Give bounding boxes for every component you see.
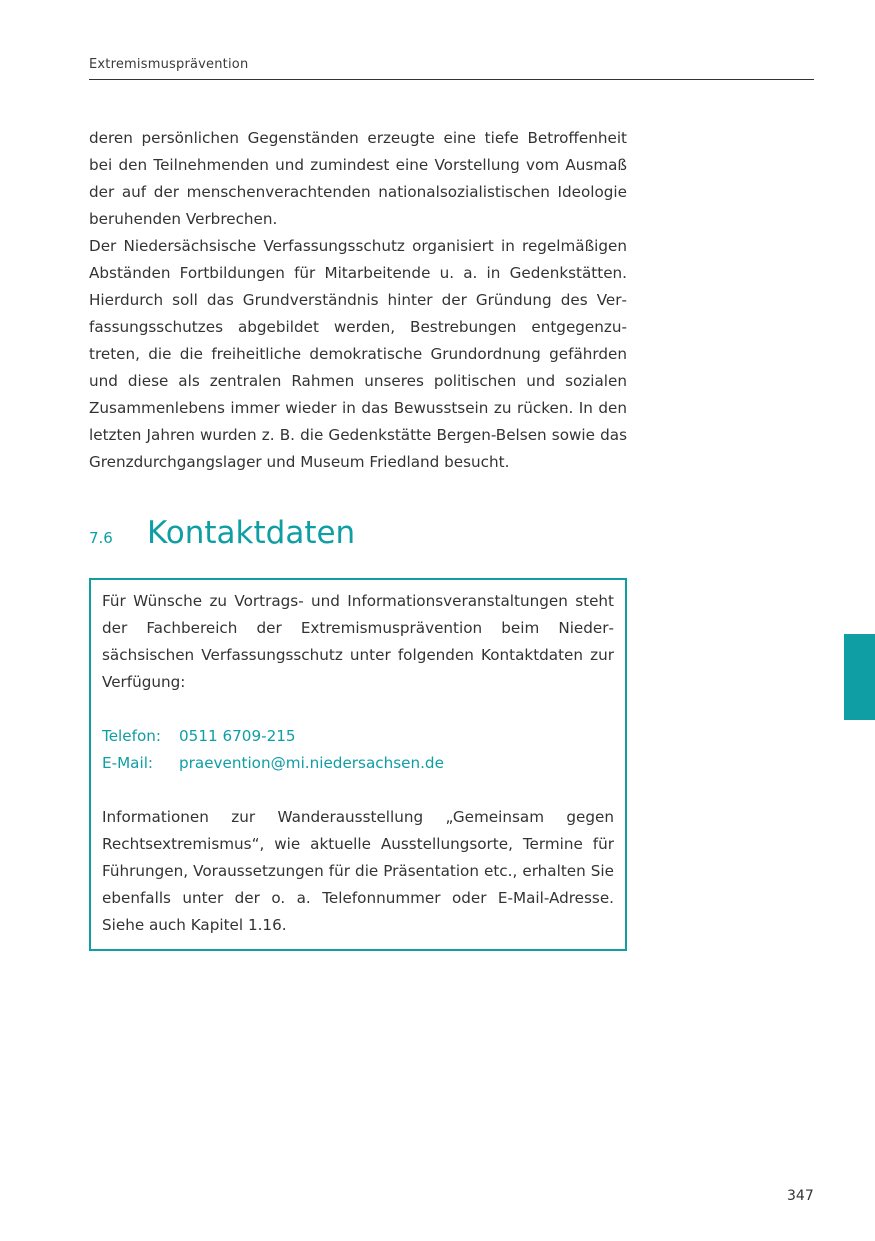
contact-closing: Informationen zur Wanderausstellung „Gemeinsam gegen Rechtsextremismus“, wie aktuelle Ausstellungsorte, Termine für Führungen, Voraussetzungen für die Präsentation etc., erhalten Sie ebenfalls unter der o. a. Telefonnummer oder E-Mail-Adresse. Siehe auch Kapitel 1.16. (102, 808, 614, 934)
email-value[interactable]: praevention@mi.niedersachsen.de (179, 754, 444, 772)
contact-lines (102, 723, 614, 777)
contact-intro: Für Wünsche zu Vortrags- und Informationsveranstaltungen steht der Fachbereich der Extremismusprävention beim Niedersächsischen Verfassungsschutz unter folgenden Kontaktdaten zur Verfügung: (102, 592, 614, 691)
phone-line (102, 723, 614, 750)
body-paragraph-2: Der Niedersächsische Verfassungsschutz organisiert in regelmäßigen Abständen Fortbildungen für Mitarbeitende u. a. in Gedenkstätten. Hierdurch soll das Grundverständnis hinter der Gründung des Verfassungsschutzes abgebildet werden, Bestrebungen entgegenzutreten, die die freiheitliche demokratische Grundordnung gefährden und diese als zentralen Rahmen unseres politischen und sozialen Zusammenlebens immer wieder in das Bewusstsein zu rücken. In den letzten Jahren wurden z. B. die Gedenkstätte Bergen-Belsen sowie das Grenzdurchgangslager und Museum Friedland besucht. (89, 237, 627, 471)
contact-box (89, 578, 627, 951)
chapter-side-tab (844, 634, 875, 720)
email-line (102, 750, 614, 777)
body-text (89, 125, 627, 476)
body-paragraph-1: deren persönlichen Gegenständen erzeugte eine tiefe Betroffenheit bei den Teilnehmenden und zumindest eine Vorstellung vom Ausmaß der auf der menschenverachtenden nationalsozialistischen Ideologie beruhenden Verbrechen. (89, 129, 627, 228)
running-header: Extremismusprävention (89, 57, 249, 72)
section-heading (89, 515, 355, 565)
page-number: 347 (787, 1188, 814, 1204)
phone-value: 0511 6709-215 (179, 727, 296, 745)
section-title: Kontaktdaten (147, 515, 356, 551)
email-label: E-Mail: (102, 754, 154, 772)
header-rule (89, 79, 814, 80)
section-number: 7.6 (89, 529, 113, 547)
phone-label: Telefon: (102, 727, 161, 745)
